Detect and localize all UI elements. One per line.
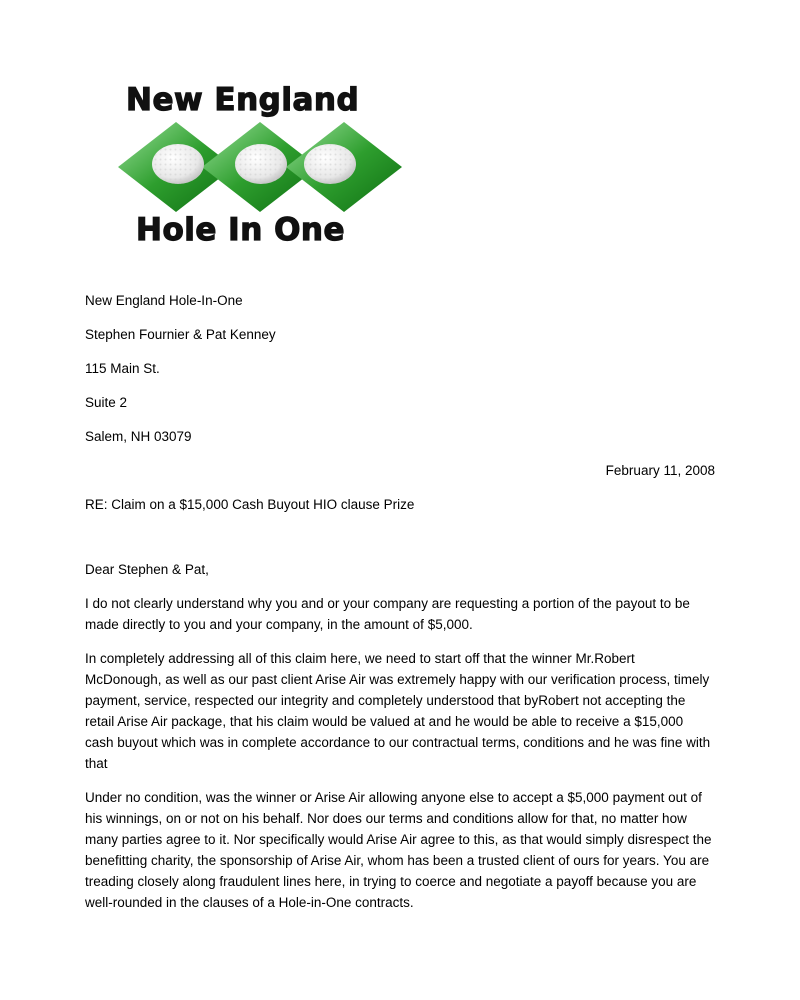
letter-body	[85, 290, 715, 926]
logo-title-bottom: Hole In One	[136, 212, 346, 248]
company-logo	[118, 82, 403, 252]
logo-diamonds-golf-balls-icon	[118, 122, 403, 212]
address-street: 115 Main St.	[85, 361, 160, 376]
address-company: New England Hole-In-One	[85, 293, 243, 308]
logo-title-top: New England	[126, 82, 360, 118]
address-city: Salem, NH 03079	[85, 429, 192, 444]
letter-paragraph-2: In completely addressing all of this claim here, we need to start off that the winner Mr.Robert McDonough, as well as our past client Arise Air was extremely happy with our verification process, timely payment, service, respected our integrity and completely understood that byRobert not accepting the retail Arise Air package, that his claim would be valued at and he would be able to receive a $15,000 cash buyout which was in complete accordance to our contractual terms, conditions and he was fine with that	[85, 651, 711, 771]
letter-salutation: Dear Stephen & Pat,	[85, 562, 209, 577]
letter-paragraph-3: Under no condition, was the winner or Arise Air allowing anyone else to accept a $5,000 payment out of his winnings, on or not on his behalf. Nor does our terms and conditions allow for that, no matter how many parties agree to it. Nor specifically would Arise Air agree to this, as that would simply disrespect the benefitting charity, the sponsorship of Arise Air, whom has been a trusted client of ours for years. You are treading closely along fraudulent lines here, in trying to coerce and negotiate a payoff because you are well-rounded in the clauses of a Hole-in-One contracts.	[85, 790, 712, 910]
letter-paragraph-1: I do not clearly understand why you and or your company are requesting a portion of the payout to be made directly to you and your company, in the amount of $5,000.	[85, 596, 690, 632]
letter-subject: RE: Claim on a $15,000 Cash Buyout HIO clause Prize	[85, 497, 415, 512]
golf-ball-middle-icon	[235, 144, 287, 184]
letter-date: February 11, 2008	[605, 463, 715, 478]
address-names: Stephen Fournier & Pat Kenney	[85, 327, 276, 342]
golf-ball-left-icon	[152, 144, 204, 184]
address-suite: Suite 2	[85, 395, 128, 410]
golf-ball-right-icon	[304, 144, 356, 184]
